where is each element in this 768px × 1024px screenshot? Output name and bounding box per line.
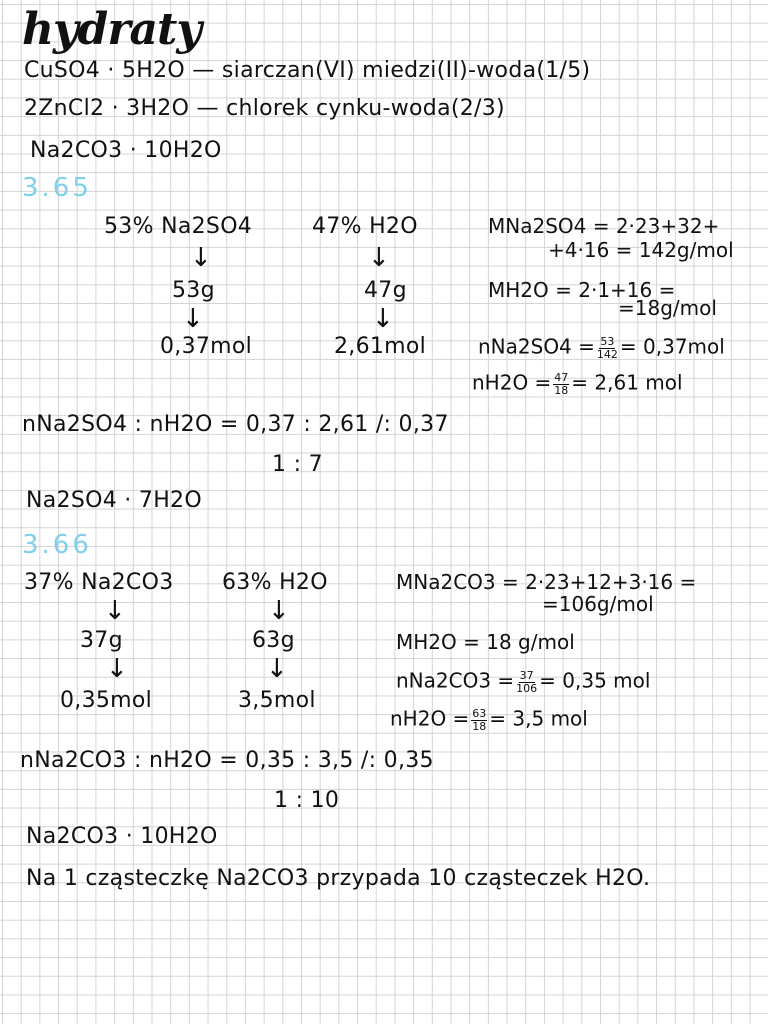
p1-left-head: 53% Na2SO4	[104, 214, 253, 239]
down-arrow-icon: ↓	[106, 654, 128, 684]
p2-molar-mass-na2co3-a: MNa2CO3 = 2·23+12+3·16 =	[396, 570, 697, 594]
p2-ratio-result: 1 : 10	[274, 788, 340, 813]
p2-moles-na2co3: nNa2CO3 = $\frac{37}{106}$ = 0,35 mol	[396, 668, 651, 695]
p1-left-mass: 53g	[172, 278, 215, 303]
p2-right-head: 63% H2O	[222, 570, 328, 595]
p2-right-mass: 63g	[252, 628, 295, 653]
p1-molar-mass-na2so4-a: MNa2SO4 = 2·23+32+	[488, 214, 720, 238]
down-arrow-icon: ↓	[266, 654, 288, 684]
p2-formula: Na2CO3 · 10H2O	[26, 824, 218, 849]
intro-line-2: 2ZnCl2 · 3H2O — chlorek cynku-woda(2/3)	[24, 96, 505, 121]
p2-conclusion: Na 1 cząsteczkę Na2CO3 przypada 10 cząsteczek H2O.	[26, 866, 651, 891]
p1-left-moles: 0,37mol	[160, 334, 253, 359]
p1-moles-na2so4: nNa2SO4 = $\frac{53}{142}$ = 0,37mol	[478, 334, 725, 361]
p2-moles-h2o: nH2O = $\frac{63}{18}$ = 3,5 mol	[390, 706, 588, 733]
p1-ratio: nNa2SO4 : nH2O = 0,37 : 2,61 /: 0,37	[22, 412, 449, 437]
down-arrow-icon: ↓	[182, 304, 204, 334]
p1-formula: Na2SO4 · 7H2O	[26, 488, 202, 513]
p1-molar-mass-na2so4-b: +4·16 = 142g/mol	[548, 238, 734, 262]
p2-left-head: 37% Na2CO3	[24, 570, 174, 595]
p2-molar-mass-h2o: MH2O = 18 g/mol	[396, 630, 575, 654]
fraction: $\frac{53}{142}$	[596, 335, 618, 361]
down-arrow-icon: ↓	[104, 596, 126, 626]
section-label-3-66: 3.66	[22, 530, 92, 560]
down-arrow-icon: ↓	[190, 243, 212, 273]
down-arrow-icon: ↓	[372, 304, 394, 334]
p1-molar-mass-h2o-a: MH2O = 2·1+16 =	[488, 278, 676, 302]
fraction: $\frac{63}{18}$	[472, 707, 487, 733]
page-title: hydraty	[22, 4, 201, 55]
p1-right-head: 47% H2O	[312, 214, 418, 239]
down-arrow-icon: ↓	[368, 243, 390, 273]
p1-molar-mass-h2o-b: =18g/mol	[618, 296, 717, 320]
p1-moles-h2o: nH2O = $\frac{47}{18}$ = 2,61 mol	[472, 370, 683, 397]
down-arrow-icon: ↓	[268, 596, 290, 626]
p1-right-moles: 2,61mol	[334, 334, 427, 359]
p1-ratio-result: 1 : 7	[272, 452, 323, 477]
intro-line-3: Na2CO3 · 10H2O	[30, 138, 222, 163]
p2-ratio: nNa2CO3 : nH2O = 0,35 : 3,5 /: 0,35	[20, 748, 434, 773]
p2-right-moles: 3,5mol	[238, 688, 316, 713]
p1-right-mass: 47g	[364, 278, 407, 303]
section-label-3-65: 3.65	[22, 173, 92, 203]
p2-left-mass: 37g	[80, 628, 123, 653]
p2-left-moles: 0,35mol	[60, 688, 153, 713]
fraction: $\frac{37}{106}$	[516, 669, 538, 695]
intro-line-1: CuSO4 · 5H2O — siarczan(VI) miedzi(II)-woda(1/5)	[24, 58, 591, 83]
fraction: $\frac{47}{18}$	[554, 371, 569, 397]
p2-molar-mass-na2co3-b: =106g/mol	[542, 592, 654, 616]
